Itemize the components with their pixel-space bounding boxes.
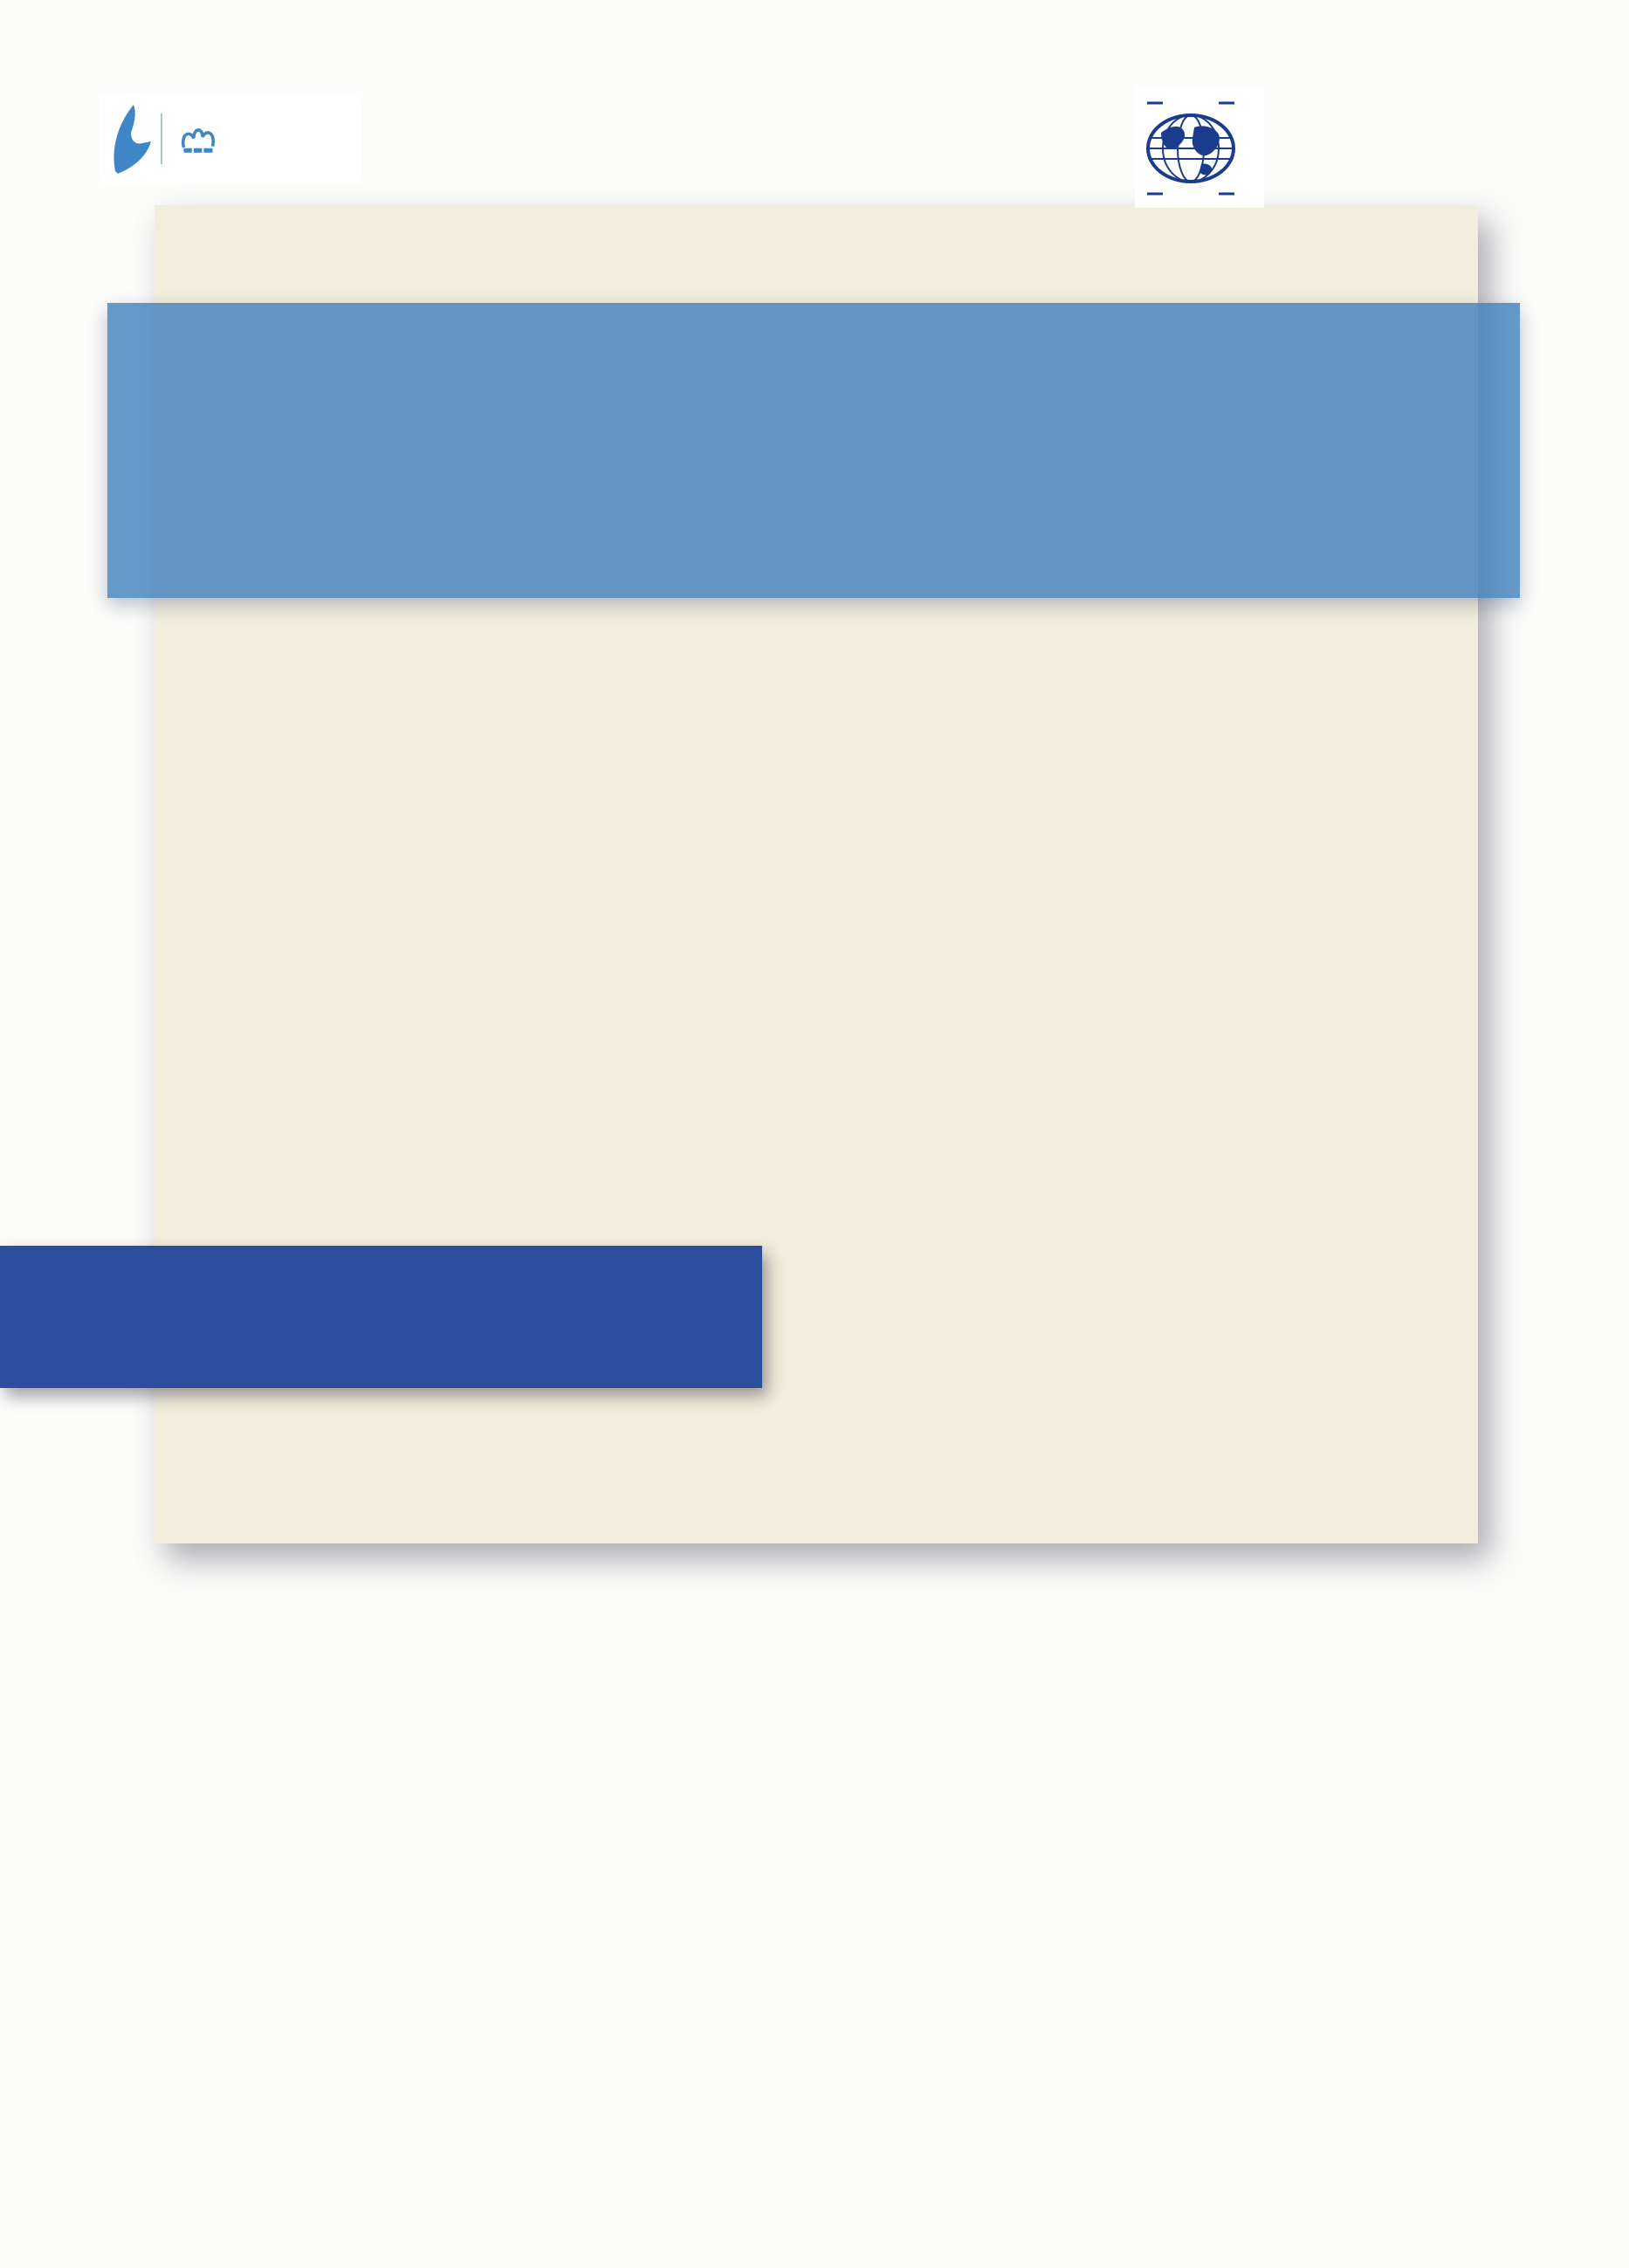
ica-globe-icon — [1145, 91, 1236, 203]
sailboat-icon — [107, 103, 153, 175]
registration-qr-code — [1399, 2010, 1525, 2135]
body-right-column — [845, 1591, 1546, 1608]
logo-divider — [161, 113, 162, 164]
abstracts-qr-block — [98, 1987, 230, 2114]
royal-academy-logo — [99, 94, 361, 183]
date-banner — [0, 1246, 762, 1388]
title-banner — [107, 303, 1520, 598]
crown-icon — [178, 121, 218, 156]
body-left-column — [103, 1591, 804, 1608]
ica-commission-logo-block — [1135, 86, 1264, 208]
registration-qr-block — [1397, 2006, 1528, 2135]
abstracts-qr-code — [102, 1990, 226, 2114]
